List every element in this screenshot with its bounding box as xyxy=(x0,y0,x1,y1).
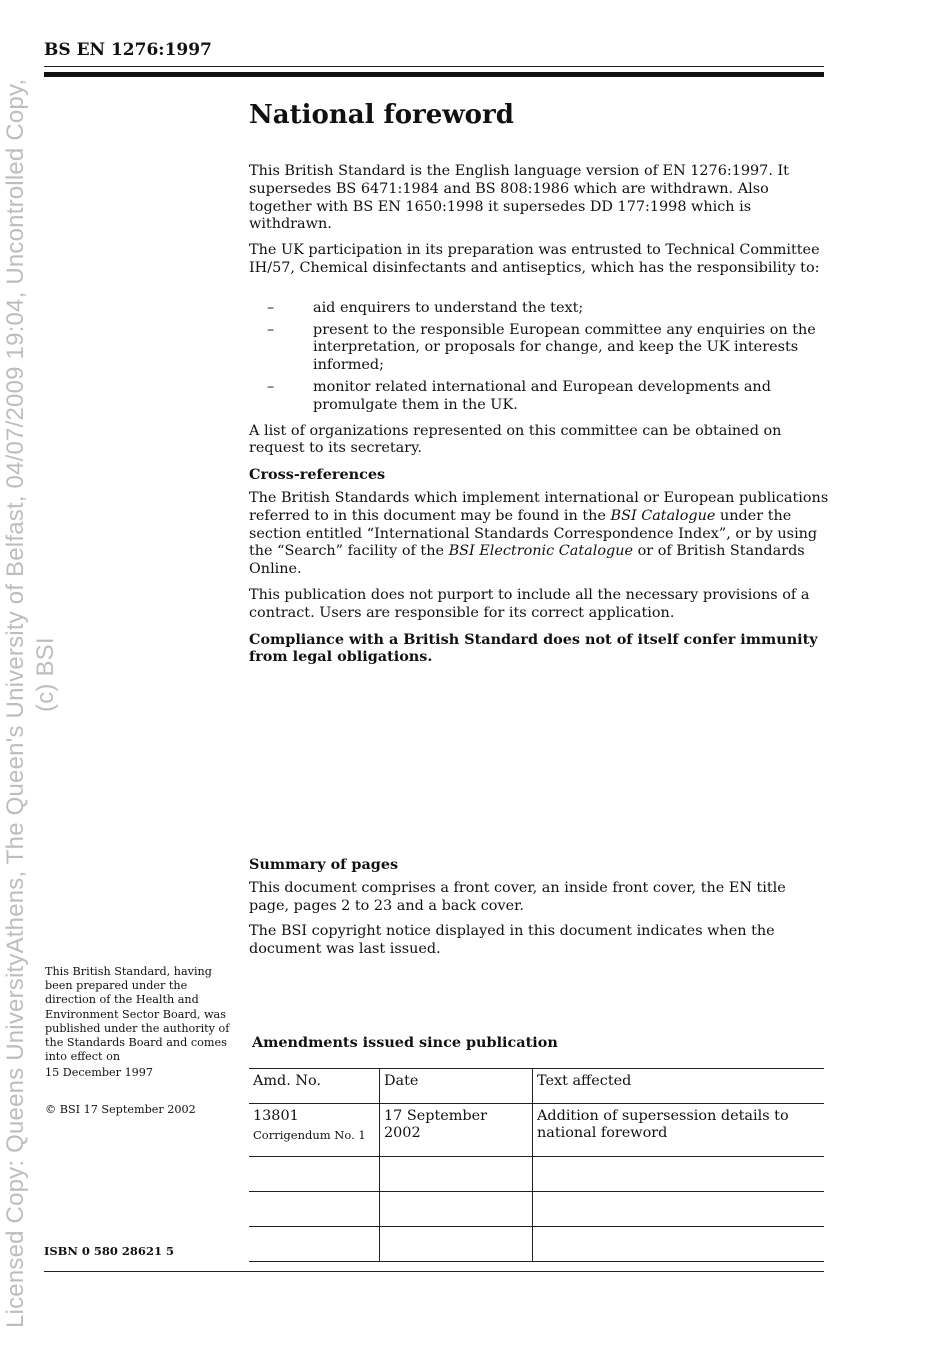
paragraph-committee: The UK participation in its preparation was entrusted to Technical Committee IH/57, Chemical disinfectants and antiseptics, which has the responsibility to: xyxy=(249,242,820,276)
cell-date: 17 September 2002 xyxy=(380,1104,533,1157)
summary-heading: Summary of pages xyxy=(249,856,399,873)
summary-of-pages xyxy=(249,856,829,967)
cell-text-affected: Addition of supersession details to national foreword xyxy=(533,1104,825,1157)
copyright-notice: © BSI 17 September 2002 xyxy=(45,1103,196,1116)
publication-note-text: This British Standard, having been prepared under the direction of the Health and Environment Sector Board, was published under the authority of the Standards Board and comes into effect on xyxy=(45,965,230,1064)
foreword-body xyxy=(249,163,829,674)
effective-date: 15 December 1997 xyxy=(45,1066,154,1080)
table-row-empty xyxy=(249,1192,824,1227)
responsibility-list xyxy=(249,300,829,415)
paragraph-provisions: This publication does not purport to include all the necessary provisions of a contract. Users are responsible for its correct application. xyxy=(249,586,810,621)
paragraph-cross-references: The British Standards which implement international or European publications referred to in this document may be found in the BSI Catalogue under the section entitled “International Standards Correspondence Index”, or by using the “Search” facility of the BSI Electronic Catalogue or of British Standards Online. xyxy=(249,489,829,578)
page-title: National foreword xyxy=(249,100,514,130)
summary-paragraph-copyright: The BSI copyright notice displayed in this document indicates when the document was last issued. xyxy=(249,923,775,958)
paragraph-organizations: A list of organizations represented on this committee can be obtained on request to its secretary. xyxy=(249,422,782,457)
watermark-line-2: (c) BSI xyxy=(32,637,59,712)
amendment-note: Corrigendum No. 1 xyxy=(253,1128,366,1142)
column-header-amd-no: Amd. No. xyxy=(249,1069,380,1104)
amendments-title: Amendments issued since publication xyxy=(252,1034,558,1051)
paragraph-supersedes: This British Standard is the English language version of EN 1276:1997. It supersedes BS 6471:1984 and BS 808:1986 which are withdrawn. Also together with BS EN 1650:1998 it supersedes DD 177:1998 which is withdrawn. xyxy=(249,163,789,233)
publication-note xyxy=(45,965,230,1081)
isbn: ISBN 0 580 28621 5 xyxy=(44,1244,174,1258)
table-header-row xyxy=(249,1069,824,1104)
list-item: – present to the responsible European committee any enquiries on the interpretation, or proposals for change, and keep the UK interests informed; xyxy=(267,321,816,374)
document-id: BS EN 1276:1997 xyxy=(44,40,212,60)
list-item: – aid enquirers to understand the text; xyxy=(267,299,584,316)
header-rule-thick xyxy=(44,72,824,77)
cell-amd-no xyxy=(249,1104,380,1157)
amendment-number: 13801 xyxy=(253,1108,299,1124)
column-header-date: Date xyxy=(380,1069,533,1104)
amendments-table xyxy=(249,1068,824,1262)
summary-paragraph-pages: This document comprises a front cover, an inside front cover, the EN title page, pages 2 to 23 and a back cover. xyxy=(249,879,786,914)
cross-references-heading: Cross-references xyxy=(249,466,386,484)
table-row-empty xyxy=(249,1227,824,1262)
footer-rule xyxy=(44,1271,824,1272)
watermark xyxy=(0,0,59,1345)
column-header-text-affected: Text affected xyxy=(533,1069,825,1104)
list-item: – monitor related international and European developments and promulgate them in the UK. xyxy=(267,378,771,413)
table-row-empty xyxy=(249,1157,824,1192)
table-row xyxy=(249,1104,824,1157)
watermark-line-1: Licensed Copy: Queens UniversityAthens, The Queen's University of Belfast, 04/07/2009 19:04, Uncontrolled Copy, xyxy=(2,78,29,1328)
paragraph-compliance: Compliance with a British Standard does not of itself confer immunity from legal obligations. xyxy=(249,630,818,666)
header-rule-thin xyxy=(44,66,824,67)
